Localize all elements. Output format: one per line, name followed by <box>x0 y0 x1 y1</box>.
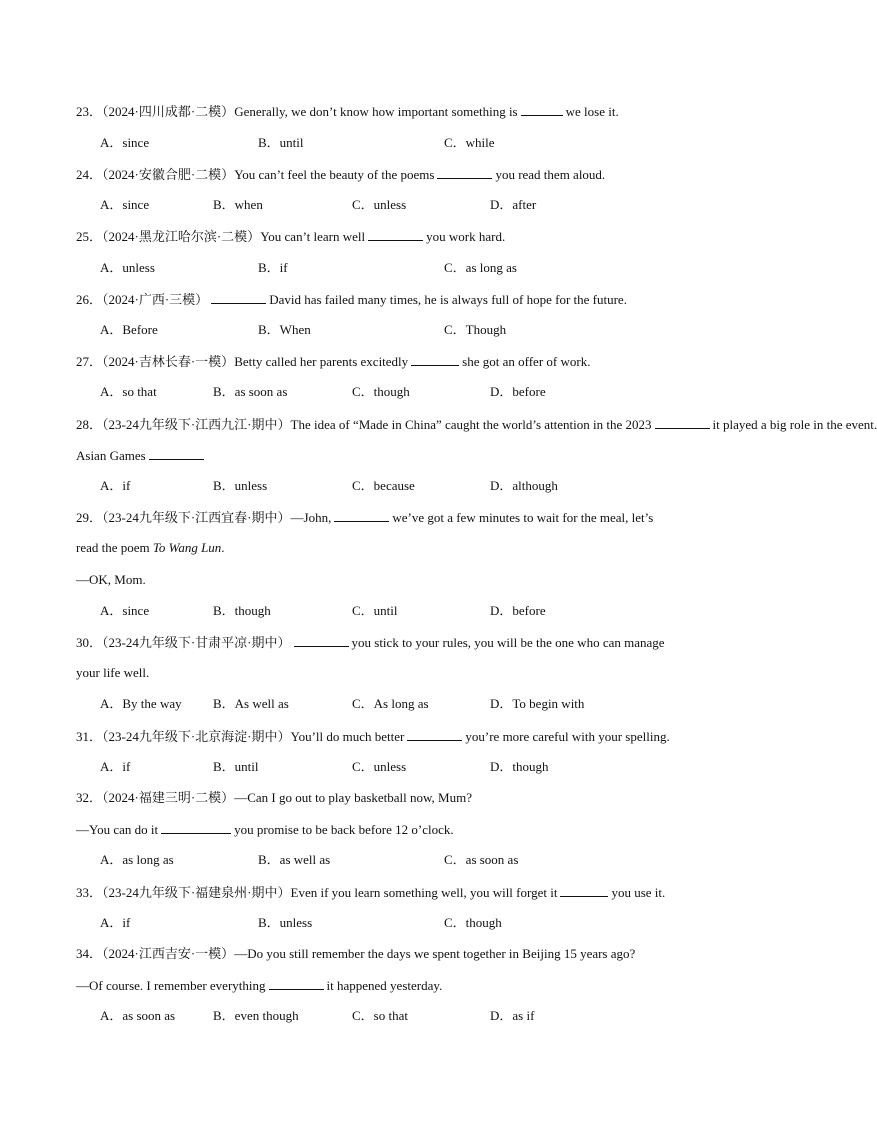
option-d[interactable]: D．To begin with <box>490 696 585 711</box>
stem-text-before: You’ll do much better <box>290 729 405 744</box>
answer-blank[interactable] <box>437 166 492 179</box>
option-b[interactable]: B．unless <box>213 478 268 493</box>
question-26-stem <box>76 291 627 308</box>
answer-blank[interactable] <box>161 821 231 834</box>
option-c[interactable]: C．until <box>352 603 398 618</box>
option-b[interactable]: B．as soon as <box>213 384 288 399</box>
number-dot: ． <box>89 510 103 525</box>
continuation-text-after: . <box>221 540 225 555</box>
stem-text-after: David has failed many times, he is always full of hope for the future. <box>269 292 627 307</box>
stem-text-after: we’ve got a few minutes to wait for the meal, let’s <box>392 510 654 525</box>
question-number: 34 <box>76 946 89 961</box>
question-number: 23 <box>76 104 89 119</box>
question-23-options <box>100 135 720 151</box>
option-c[interactable]: C．because <box>352 478 415 493</box>
question-source: （23-24九年级下·福建泉州·期中） <box>102 885 291 900</box>
question-24-stem <box>76 166 605 183</box>
number-dot: ． <box>89 790 103 805</box>
stem-text-after: it played a big role in the event. <box>712 417 877 432</box>
option-d[interactable]: D．although <box>490 478 558 493</box>
option-c[interactable]: C．unless <box>352 759 407 774</box>
question-28-options <box>100 478 720 494</box>
question-30-options <box>100 696 720 712</box>
stem-text-before: —Can I go out to play basketball now, Mum? <box>234 790 473 805</box>
option-a[interactable]: A．unless <box>100 260 155 275</box>
number-dot: ． <box>89 354 103 369</box>
question-source: （2024·黑龙江哈尔滨·二模） <box>102 229 261 244</box>
option-c[interactable]: C．as long as <box>444 260 517 275</box>
answer-blank[interactable] <box>294 634 349 647</box>
question-source: （23-24九年级下·江西宜春·期中） <box>102 510 291 525</box>
stem-text-after: you’re more careful with your spelling. <box>465 729 670 744</box>
question-31-stem <box>76 728 670 745</box>
stem-text-before: You can’t feel the beauty of the poems <box>234 167 435 182</box>
stem-text-after: you stick to your rules, you will be the one who can manage <box>351 635 665 650</box>
option-c[interactable]: C．though <box>352 384 410 399</box>
option-c[interactable]: C．as soon as <box>444 852 519 867</box>
option-c[interactable]: C．so that <box>352 1008 408 1023</box>
question-33-options <box>100 915 720 931</box>
question-29-options <box>100 603 720 619</box>
option-b[interactable]: B．When <box>258 322 311 337</box>
answer-blank[interactable] <box>407 728 462 741</box>
option-b[interactable]: B．even though <box>213 1008 299 1023</box>
question-source: （23-24九年级下·江西九江·期中） <box>102 417 291 432</box>
question-23-stem <box>76 103 619 120</box>
question-number: 27 <box>76 354 89 369</box>
question-28-continuation <box>76 447 207 464</box>
answer-blank[interactable] <box>211 291 266 304</box>
answer-blank[interactable] <box>560 884 608 897</box>
option-d[interactable]: D．before <box>490 603 546 618</box>
question-25-options <box>100 260 720 276</box>
option-b[interactable]: B．as well as <box>258 852 331 867</box>
question-31-options <box>100 759 720 775</box>
question-source: （2024·安徽合肥·二模） <box>102 167 235 182</box>
option-c[interactable]: C．Though <box>444 322 507 337</box>
stem-text-before: Betty called her parents excitedly <box>234 354 409 369</box>
option-d[interactable]: D．though <box>490 759 549 774</box>
question-25-stem <box>76 228 505 245</box>
option-a[interactable]: A．By the way <box>100 696 182 711</box>
option-d[interactable]: D．after <box>490 197 537 212</box>
number-dot: ． <box>89 104 103 119</box>
number-dot: ． <box>89 229 103 244</box>
continuation-text-before: —You can do it <box>76 822 159 837</box>
option-b[interactable]: B．though <box>213 603 271 618</box>
stem-text-after: we lose it. <box>565 104 619 119</box>
number-dot: ． <box>89 417 103 432</box>
answer-blank[interactable] <box>521 103 563 116</box>
question-26-options <box>100 322 720 338</box>
question-33-stem <box>76 884 665 901</box>
question-32-options <box>100 852 720 868</box>
option-b[interactable]: B．unless <box>258 915 313 930</box>
question-32-continuation <box>76 821 454 838</box>
question-27-options <box>100 384 720 400</box>
answer-blank[interactable] <box>411 353 459 366</box>
question-source: （2024·吉林长春·一模） <box>102 354 235 369</box>
option-a[interactable]: A．Before <box>100 322 158 337</box>
question-27-stem <box>76 353 590 370</box>
option-a[interactable]: A．as soon as <box>100 1008 176 1023</box>
question-source: （2024·广西·三模） <box>102 292 209 307</box>
question-number: 29 <box>76 510 89 525</box>
option-a[interactable]: A．since <box>100 603 150 618</box>
option-a[interactable]: A．so that <box>100 384 157 399</box>
number-dot: ． <box>89 167 103 182</box>
poem-title: To Wang Lun <box>152 540 222 555</box>
option-a[interactable]: A．since <box>100 135 150 150</box>
question-source: （23-24九年级下·北京海淀·期中） <box>102 729 291 744</box>
continuation-text-before: your life well. <box>76 665 150 680</box>
question-source: （2024·江西吉安·一模） <box>102 946 235 961</box>
stem-text-before: —John, <box>290 510 332 525</box>
continuation-text-after: you promise to be back before 12 o’clock. <box>234 822 454 837</box>
answer-blank[interactable] <box>149 447 204 460</box>
question-24-options <box>100 197 720 213</box>
option-b[interactable]: B．if <box>258 260 288 275</box>
option-c[interactable]: C．while <box>444 135 495 150</box>
answer-blank[interactable] <box>368 228 423 241</box>
question-number: 31 <box>76 729 89 744</box>
question-34-continuation <box>76 977 442 994</box>
stem-text-after: you work hard. <box>426 229 506 244</box>
number-dot: ． <box>89 729 103 744</box>
question-source: （2024·四川成都·二模） <box>102 104 235 119</box>
continuation-text-before: Asian Games <box>76 448 146 463</box>
stem-text-before: Even if you learn something well, you will forget it <box>290 885 558 900</box>
answer-blank[interactable] <box>655 416 710 429</box>
question-number: 26 <box>76 292 89 307</box>
option-a[interactable]: A．if <box>100 478 131 493</box>
option-d[interactable]: D．before <box>490 384 546 399</box>
question-28-stem <box>76 416 877 433</box>
question-30-stem <box>76 634 665 651</box>
continuation-text-after: it happened yesterday. <box>326 978 443 993</box>
question-number: 30 <box>76 635 89 650</box>
question-29-continuation <box>76 540 225 556</box>
stem-text-after: you use it. <box>611 885 666 900</box>
number-dot: ． <box>89 292 103 307</box>
question-number: 28 <box>76 417 89 432</box>
option-c[interactable]: C．unless <box>352 197 407 212</box>
stem-text-after: you read them aloud. <box>495 167 606 182</box>
question-34-stem <box>76 946 635 962</box>
stem-text-before: The idea of “Made in China” caught the world’s attention in the 2023 <box>290 417 652 432</box>
option-a[interactable]: A．since <box>100 197 150 212</box>
number-dot: ． <box>89 885 103 900</box>
question-number: 24 <box>76 167 89 182</box>
question-29-reply: —OK, Mom. <box>76 572 146 587</box>
question-32-stem <box>76 790 472 806</box>
question-number: 33 <box>76 885 89 900</box>
stem-text-before: —Do you still remember the days we spent together in Beijing 15 years ago? <box>234 946 636 961</box>
continuation-text-before: read the poem <box>76 540 150 555</box>
answer-blank[interactable] <box>334 509 389 522</box>
option-b[interactable]: B．As well as <box>213 696 289 711</box>
number-dot: ． <box>89 946 103 961</box>
option-b[interactable]: B．until <box>213 759 259 774</box>
stem-text-after: she got an offer of work. <box>462 354 591 369</box>
question-source: （23-24九年级下·甘肃平凉·期中） <box>102 635 291 650</box>
question-30-continuation <box>76 665 149 681</box>
continuation-text-before: —Of course. I remember everything <box>76 978 266 993</box>
option-b[interactable]: B．until <box>258 135 304 150</box>
answer-blank[interactable] <box>269 977 324 990</box>
stem-text-before: Generally, we don’t know how important something is <box>234 104 518 119</box>
option-c[interactable]: C．though <box>444 915 502 930</box>
question-number: 32 <box>76 790 89 805</box>
option-c[interactable]: C．As long as <box>352 696 429 711</box>
option-a[interactable]: A．if <box>100 759 131 774</box>
stem-text-before: You can’t learn well <box>260 229 366 244</box>
question-number: 25 <box>76 229 89 244</box>
option-a[interactable]: A．if <box>100 915 131 930</box>
option-b[interactable]: B．when <box>213 197 263 212</box>
option-a[interactable]: A．as long as <box>100 852 174 867</box>
question-34-options <box>100 1008 720 1024</box>
question-29-stem <box>76 509 653 526</box>
number-dot: ． <box>89 635 103 650</box>
question-source: （2024·福建三明·二模） <box>102 790 235 805</box>
option-d[interactable]: D．as if <box>490 1008 535 1023</box>
